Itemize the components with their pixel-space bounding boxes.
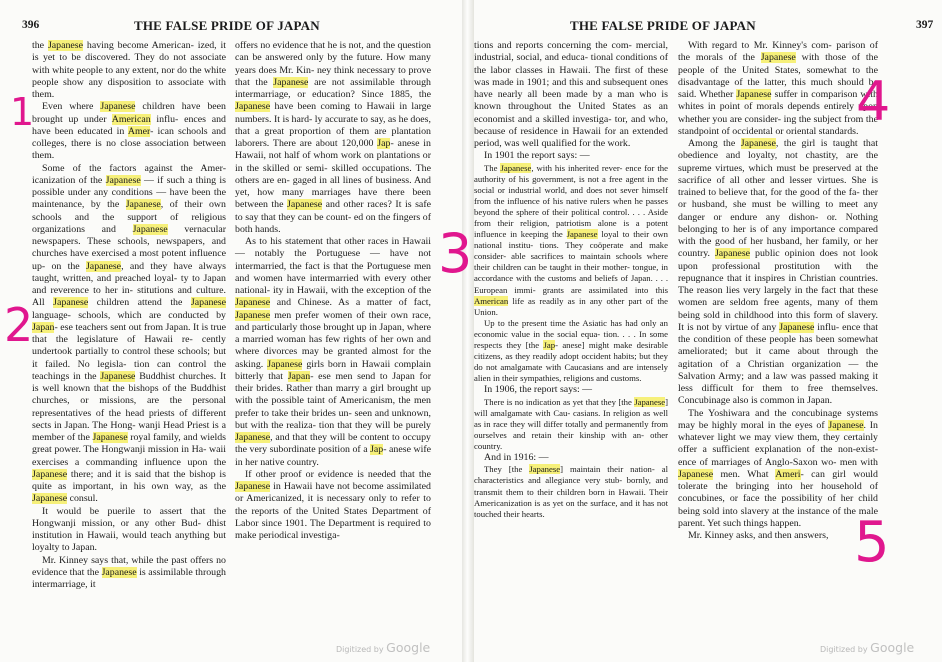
highlighted-term: Japanese [47,40,84,51]
paragraph [235,469,431,543]
highlighted-term: Japanese [235,432,271,443]
highlighted-term: Japanese [714,248,751,260]
paragraph [474,40,668,150]
highlighted-term: Japanese [736,89,772,100]
highlighted-term: Japanese [100,101,136,113]
paragraph [678,530,878,542]
highlighted-term: Japanese [678,468,714,480]
text-run: - ican schools and colleges, there is no close association between them. [32,125,226,162]
highlighted-term: Japanese [566,229,598,240]
highlighted-term: Japanese [125,199,161,211]
text-run: In 1901 the report says: — [484,150,590,162]
highlighted-term: Japanese [760,52,796,64]
text-run: . In whatever light we may view them, they certainly offer a sufficient explanation of the non-exist- ence of marriages of Anglo-Saxon wo- men with [678,419,878,468]
text-run: ] will amalgamate with Cau- casians. In religion as well as in race they will differ totally and permanently from ourselves and retain their kinship with an- other country. [474,396,668,451]
highlighted-term: Japanese [92,432,128,443]
paragraph [474,163,668,318]
paragraph [474,464,668,519]
paragraph [474,384,668,396]
paragraph [678,408,878,531]
highlighted-term: Japanese [529,464,561,475]
paragraph [32,40,226,101]
paragraph [678,40,878,138]
highlighted-term: Japanese [267,358,303,370]
text-run: As to his statement that other races in Hawaii — notably the Portuguese — have not intermarried, the fact is that the Portuguese men and women have intermarried with every other national- ity in Hawaii, with the exception of the [235,236,431,296]
text-run: public opinion does not look upon professional prostitution with the repugnance that it inspires in Christian countries. The reason lies very largely in the fact that these women are seldom free agents, many of them being sold in childhood into this form of slavery. It is not by virtue of any [678,248,878,333]
highlighted-term: Japan [287,370,311,382]
text-run: It would be puerile to assert that the Hongwanji mission, or any other Bud- dhist institution in Hawaii, would teach anything but loyalty to Japan. [32,505,226,554]
text-run: there; and it is said that the bishop is quite as important, in his own way, as the [32,468,226,492]
handwritten-annotation: 1 [10,90,35,134]
highlighted-term: Ameri [775,468,801,480]
paragraph [474,397,668,452]
text-run: - anese wife in her native country. [235,444,431,468]
text-run: , and that they will be content to occupy the very subordinate position of a [235,432,431,456]
digitized-watermark [820,640,914,655]
paragraph [474,452,668,464]
paragraph [32,555,226,592]
text-run: and Chinese. As a matter of fact, [270,297,431,309]
text-run: influ- ences and have been educated in [32,113,226,137]
highlighted-term: American [111,113,151,125]
text-run: girls born in Hawaii complain bitterly that [235,358,431,382]
paragraph [474,318,668,385]
highlighted-term: Japanese [235,309,271,321]
text-run: having become American- ized, it is yet to be discovered. They do not associate with white people to any extent, nor do the white people show any disposition to associate with them. [32,40,226,100]
text-run: language- schools, which are conducted by [32,309,226,321]
digitized-label: Digitized by [820,645,868,654]
highlighted-term: Japanese [100,370,136,382]
handwritten-annotation: 5 [854,510,890,575]
text-run: have been coming to Hawaii in large numbers. It is hard- ly accurate to say, as he does, that a great proportion of them are plantation laborers. There are about 120,000 [235,101,431,149]
text-run: the [32,40,48,51]
highlighted-term: Japanese [85,260,122,272]
text-run: - can girl would tolerate the bringing into her household of concubines, or face the possibility of her child being sold into slavery at the instance of the male parent. Yet such things happen. [678,468,878,529]
highlighted-term: Japanese [32,468,68,480]
highlighted-term: Amer [127,125,151,137]
text-run: in Hawaii have not become assimilated or Americanized, it is necessary only to refer to the reports of the United States Department of Labor since 1901. The Department is required to make periodical investiga- [235,481,431,541]
highlighted-term: Japanese [273,76,309,88]
highlighted-term: Japanese [779,321,815,333]
highlighted-term: Japan [32,321,55,333]
text-run: men prefer women of their own race, and particularly those brought up in Japan, where a married woman has few rights of her own and where divorces may be granted almost for the asking. [235,309,431,370]
paragraph [235,236,431,469]
text-column [235,40,431,542]
text-run: Even where [42,101,101,113]
handwritten-annotation: 4 [856,70,891,133]
text-run: , the girl is taught that obedience and loyalty, not chastity, are the supreme virtues, which must be preserved at the sacrifice of all other and lesser virtues. She is trained to believe that, for the good of the fa- ther or husband, she must be willing to meet any danger or endure any dishon- or. Nothing belonging to her is of any importance compared with the good of her husband, her family, or her country. [678,138,878,260]
text-run: Buddhist churches. It is well known that the bishops of the Buddhist churches, or missions, are the personal representatives of the head priests of different sects in Japan. The Hong- wanji Head Priest is a member of the [32,370,226,443]
handwritten-annotation: 2 [4,298,34,352]
text-run: ] maintain their nation- al characteristics and allegiance very stub- bornly, and transmit them to their children born in Hawaii. Their Americanization is as yet on the surface, and it has not touched their hearts. [474,464,668,519]
text-run: tions and reports concerning the com- mercial, industrial, social, and educa- tional conditions of the labor classes in Hawaii. The first of these was made in 1901; and this and subsequent ones have nearly all been made by a man who is known throughout the United States as an economist and a skilled investiga- tor, and who, because of residence in Hawaii for an extended period, was well qualified for the work. [474,40,668,149]
google-logo: Google [386,640,431,655]
google-logo: Google [870,640,915,655]
highlighted-term: Japanese [32,493,68,505]
text-run: loyal to their own national institu- tions. They coöperate and make consider- able sacrifices to maintain schools where their children can be taught in their mother- tongue, in accordance with the customs and beliefs of Japan. . . . European immi- grants are assimilated into this [474,229,668,295]
highlighted-term: Japanese [132,223,168,235]
text-run: royal family, and wields great power. The Hongwanji mission in Ha- waii exercises a commanding influence upon the [32,432,226,468]
book-gutter [462,0,474,662]
text-run: , with his inherited rever- ence for the authority of his government, is not a free agent in the social or industrial world, and does not sever himself from the influence of his native rulers when he passes beyond the sphere of their political control. . . . Aside from their religion, patriotism alone is a potent influence in keeping the [474,162,668,240]
text-run: and other races? It is safe to say that they can be count- ed on the fingers of both hands. [235,199,431,235]
highlighted-term: Japanese [828,419,864,431]
highlighted-term: American [474,295,509,306]
highlighted-term: Japanese [53,297,89,309]
text-run: are not assimilable through intermarriage, or education? Since 1885, the [235,76,431,100]
highlighted-term: Japanese [235,101,271,113]
text-run: with those of the people of the United States, somewhat to the disadvantage of the latter, this much should be said. Whether [678,52,878,100]
text-run: vernacular newspapers. These schools, newspapers, and churches have exercised a most potent influence up- on the [32,223,227,272]
paragraph [32,101,226,162]
highlighted-term: Japanese [105,174,141,186]
text-run: And in 1916: — [484,452,549,464]
handwritten-annotation: 3 [438,222,473,285]
highlighted-term: Japanese [190,297,227,309]
text-run: - anese in Hawaii, not half of whom work on plantations or in the skilled or semi- skilled occupations. The others are en- gaged in all lines of business. And yet, how many marriages have there been between the [235,138,431,211]
highlighted-term: Japanese [287,199,323,211]
text-run: , of their own schools and the support of religious organizations and [32,199,226,235]
highlighted-term: Japanese [235,481,271,492]
running-header: THE FALSE PRIDE OF JAPAN [134,18,320,33]
text-run: The Yoshiwara and the concubinage systems may be highly moral in the eyes of [678,407,878,431]
paragraph [32,163,226,506]
text-run: Mr. Kinney says that, while the past offers no evidence that the [32,554,226,578]
page-number: 396 [22,19,40,31]
text-run: - ese men send to Japan for their brides. Rather than marry a girl brought up with the possible taint of Americanism, the men prefer to take their brides un- seen and unknown, but with the realiza- tion that they will be purely [235,370,431,431]
highlighted-term: Japanese [740,138,776,149]
text-run: Mr. Kinney asks, and then answers, [688,530,829,541]
text-run: children have been brought up under [32,101,226,125]
text-run: life as readily as in any other part of the Union. [474,295,668,317]
text-run: consul. [67,493,98,505]
left-page [0,0,462,662]
text-run: - ese teachers sent out from Japan. It is true that the legislature of Hawaii re- cently undertook partially to control these schools; but it failed. No legisla- tion can control the teachings in the [32,321,226,382]
digitized-watermark [336,640,430,655]
text-run: — if such a thing is possible under any conditions — have been the maintenance, by the [32,174,227,211]
page-number: 397 [916,19,934,31]
text-run: , and they have always taught, written, and preached loyal- ty to Japan and reverence to her in- stitutions and culture. All [32,260,226,309]
text-column [678,40,878,542]
text-run: There is no indication as yet that they [the [484,396,635,407]
text-run: Some of the factors against the Amer- icanization of the [32,162,226,186]
text-run: The [484,162,501,173]
highlighted-term: Japanese [101,566,137,578]
paragraph [678,138,878,408]
text-run: influ- ence that the condition of these people has been somewhat ameliorated; but it came about through the agitation of a Christian organization — the Salvation Army; and a law was passed making it less difficult for them to free themselves. Concubinage also is common in Japan. [678,321,878,407]
paragraph [474,150,668,162]
text-run: If other proof or evidence is needed that the [245,468,431,480]
text-run: children attend the [88,297,191,309]
text-column [474,40,668,520]
highlighted-term: Jap [377,138,391,149]
paragraph [32,506,226,555]
text-run: In 1906, the report says: — [484,384,593,396]
text-column [32,40,226,591]
paragraph [235,40,431,236]
highlighted-term: Japanese [500,162,532,173]
text-run: They [the [484,464,530,475]
digitized-label: Digitized by [336,645,384,654]
text-run: men. What [713,468,776,480]
highlighted-term: Jap [370,444,384,456]
text-run: - anese] might make desirable citizens, as they readily adopt occident habits; but they do not amalgamate with Caucasians and are intensely alien in their sympathies, religions and customs. [474,340,668,384]
text-run: is assimilable through intermarriage, it [32,566,226,590]
text-run: suffer in comparison with whites in point of morals depends entirely upon whether you are consider- ing the subject from the standpoint of occidental or oriental standards. [678,89,878,137]
highlighted-term: Jap [543,340,556,350]
text-run: With regard to Mr. Kinney's com- parison of the morals of the [678,40,878,64]
text-run: Up to the present time the Asiatic has had only an economic value in the social equa- tion. . . . In some respects they [the [474,317,668,350]
running-header: THE FALSE PRIDE OF JAPAN [570,18,756,33]
highlighted-term: Japanese [634,396,666,407]
highlighted-term: Japanese [235,297,271,309]
text-run: Among the [688,138,741,149]
text-run: offers no evidence that he is not, and the question can be answered only by the future. How many years does Mr. Kin- ney think necessary to prove that the [235,40,431,88]
